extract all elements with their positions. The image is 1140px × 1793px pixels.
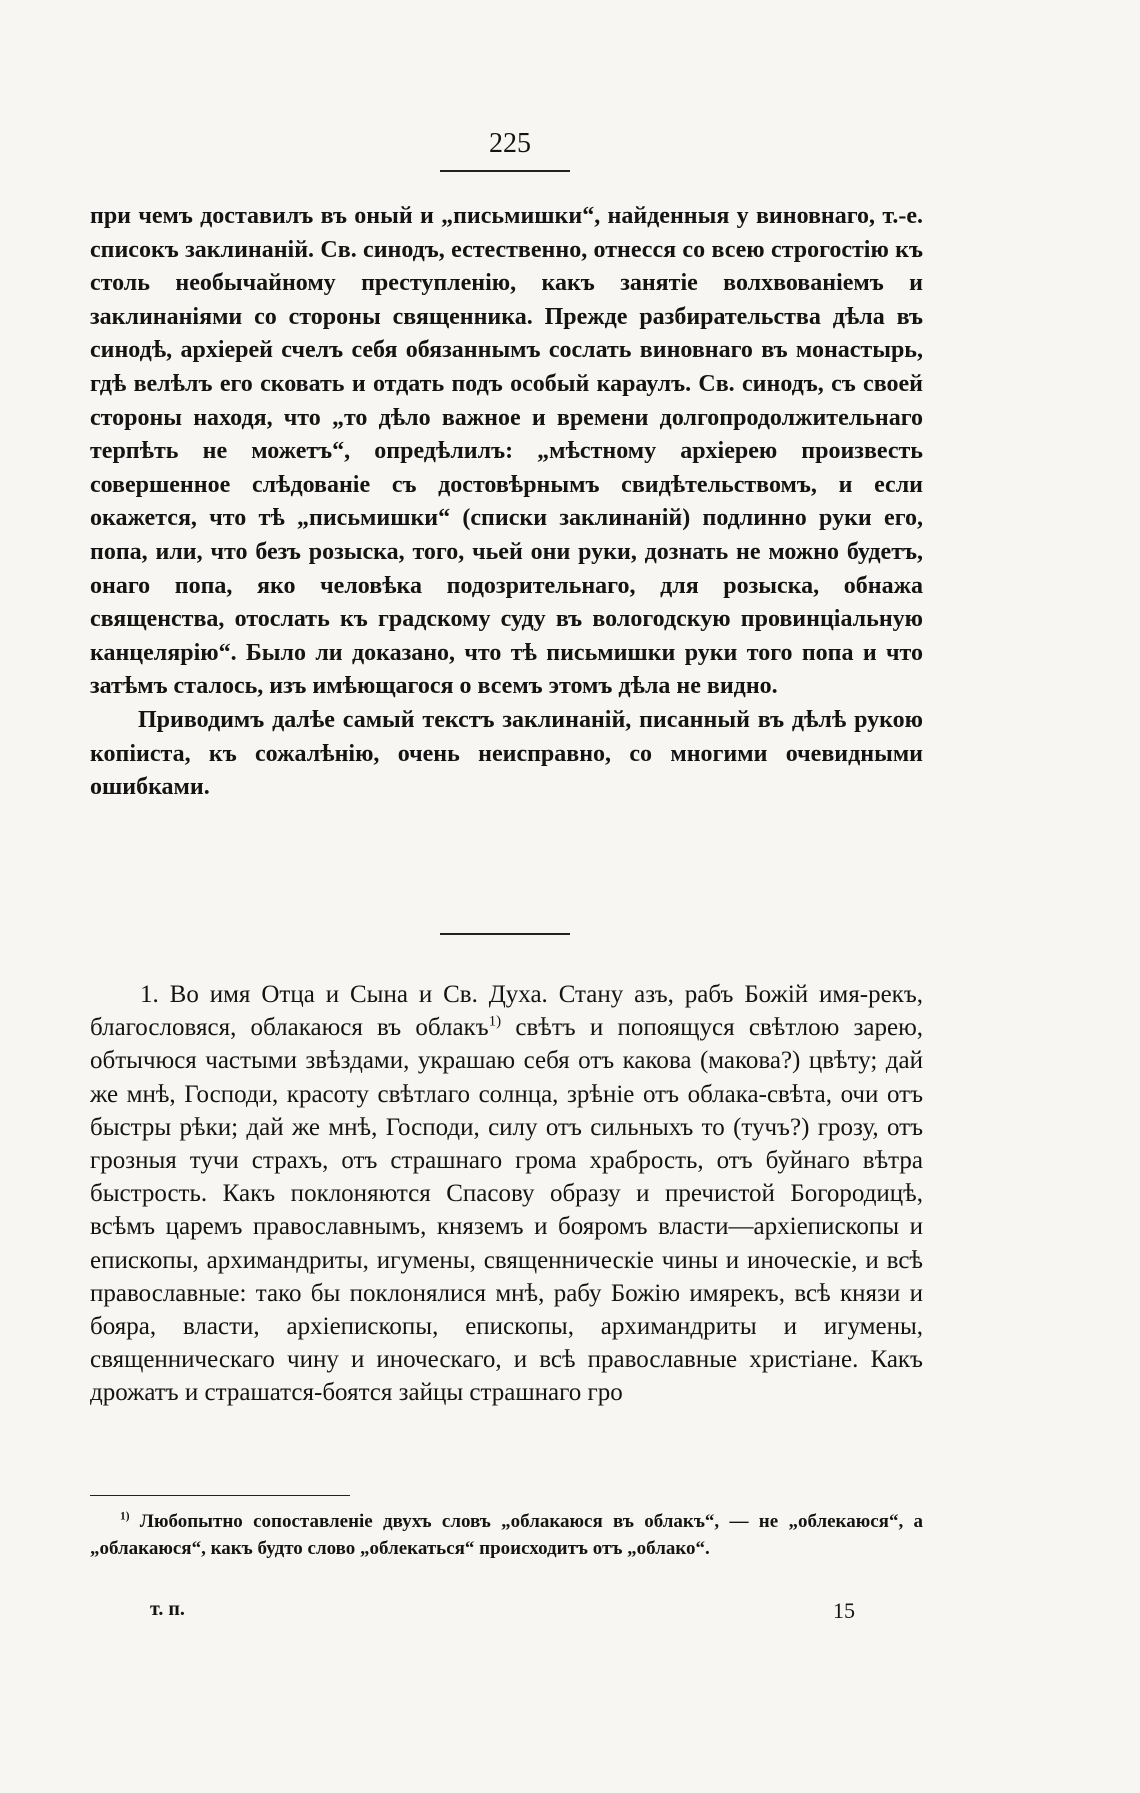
sheet-number: 15 (833, 1598, 855, 1623)
footnote-mark: 1) (120, 1510, 130, 1523)
spell-text (90, 978, 923, 1410)
body-paragraph-2: Приводимъ далѣе самый текстъ заклинаній, писанный въ дѣлѣ рукою копіиста, къ сожалѣнію, очень неисправно, со многими очевидными ошибками. (90, 706, 923, 801)
page-number: 225 (489, 128, 531, 159)
spell-text-after-note: свѣтъ и попоящуся свѣтлою зарею, обтычюся частыми звѣздами, украшаю себя отъ какова (макова?) цвѣту; дай же мнѣ, Господи, красоту свѣтлаго солнца, зрѣніе отъ облака-свѣта, очи отъ быстры рѣки; дай же мнѣ, Господи, силу отъ сильныхъ то (тучъ?) грозу, отъ грозныя тучи страхъ, отъ страшнаго грома храбрость, отъ буйнаго вѣтра быстрость. Какъ поклоняются Спасову образу и пречистой Богородицѣ, всѣмъ царемъ православнымъ, княземъ и бояромъ власти—архіепископы и епископы, архимандриты, игумены, священническіе чины и иноческіе, и всѣ православные: тако бы поклонялися мнѣ, рабу Божію имярекъ, всѣ князи и бояра, власти, архіепископы, епископы, архимандриты и игумены, священническаго чину и иноческаго, и всѣ православные христіане. Какъ дрожатъ и страшатся-боятся зайцы страшнаго гро (90, 1014, 923, 1407)
footnote (90, 1508, 923, 1562)
body-text (90, 200, 923, 805)
footnote-text: Любопытно сопоставленіе двухъ словъ „облакаюся въ облакъ“, — не „облекаюся“, а „облакаюся“, какъ будто слово „облекаться“ происходитъ отъ „облако“. (90, 1511, 923, 1559)
spell-text-before-note: 1. Во имя Отца и Сына и Св. Духа. Стану азъ, рабъ Божій имя-рекъ, благословяся, облакаюся въ облакъ (90, 981, 923, 1042)
footnote-reference[interactable]: 1) (488, 1013, 502, 1030)
header-rule (440, 170, 570, 172)
footnote-rule (90, 1495, 350, 1496)
body-paragraph-1: при чемъ доставилъ въ оный и „письмишки“, найденныя у виновнаго, т.-е. списокъ заклинаній. Св. синодъ, естественно, отнесся со всею строгостію къ столь необычайному преступленію, какъ занятіе волхвованіемъ и заклинаніями со стороны священника. Прежде разбирательства дѣла въ синодѣ, архіерей счелъ себя обязаннымъ сослать виновнаго въ монастырь, гдѣ велѣлъ его сковать и отдать подъ особый караулъ. Св. синодъ, съ своей стороны находя, что „то дѣло важное и времени долгопродолжительнаго терпѣть не можетъ“, опредѣлилъ: „мѣстному архіерею произвесть совершенное слѣдованіе съ достовѣрнымъ свидѣтельствомъ, и если окажется, что тѣ „письмишки“ (списки заклинаній) подлинно руки его, попа, или, что безъ розыска, того, чьей они руки, дознать не можно будетъ, онаго попа, яко человѣка подозрительнаго, для розыска, обнажа священства, отослать къ градскому суду въ вологодскую провинціальную канцелярію“. Было ли доказано, что тѣ письмишки руки того попа и что затѣмъ сталось, изъ имѣющагося о всемъ этомъ дѣла не видно. (90, 203, 923, 700)
signature-mark: т. п. (150, 1598, 185, 1620)
spell-paragraph (90, 978, 923, 1410)
section-divider (440, 933, 570, 935)
